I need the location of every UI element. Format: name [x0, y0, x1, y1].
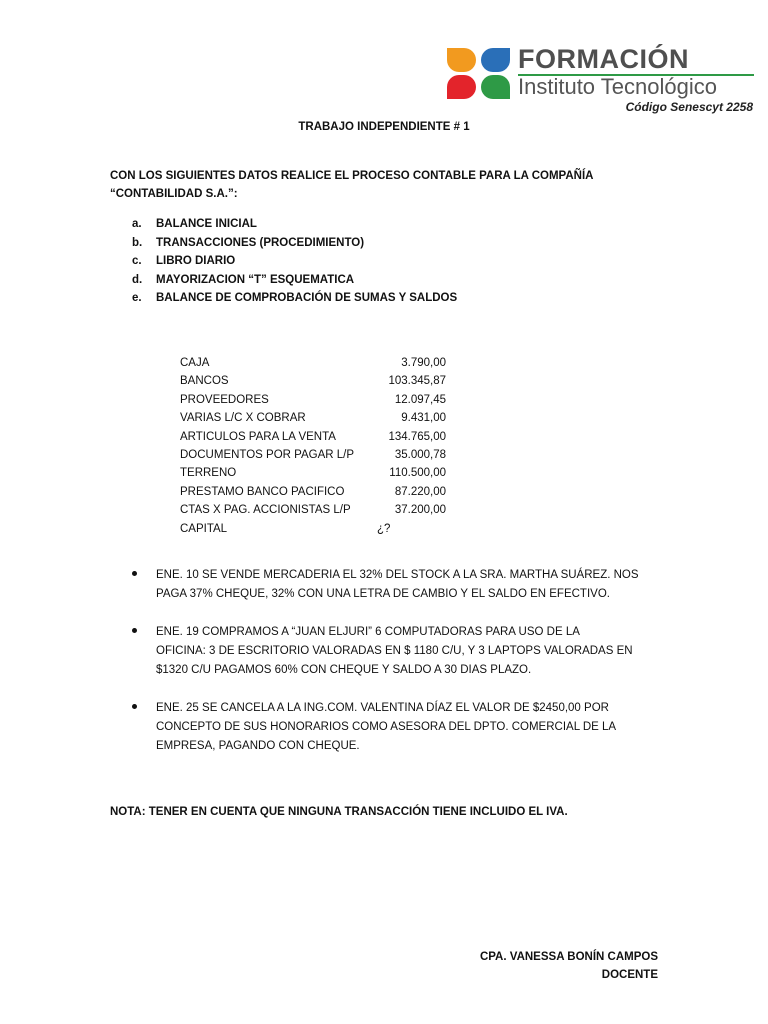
account-amount: 3.790,00	[401, 357, 446, 369]
account-name: BANCOS	[180, 375, 229, 388]
transaction-line: PAGA 37% CHEQUE, 32% CON UNA LETRA DE CAMBIO Y EL SALDO EN EFECTIVO.	[156, 588, 610, 600]
transaction-line: ENE. 19 COMPRAMOS A “JUAN ELJURI” 6 COMPUTADORAS PARA USO DE LA	[156, 626, 580, 638]
signature-block	[480, 948, 658, 984]
account-amount: 12.097,45	[394, 393, 446, 406]
transaction-line: ENE. 25 SE CANCELA A LA ING.COM. VALENTINA DÍAZ EL VALOR DE $2450,00 POR	[156, 702, 609, 714]
step-marker: b.	[132, 236, 143, 249]
transaction-line: CONCEPTO DE SUS HONORARIOS COMO ASESORA DEL DPTO. COMERCIAL DE LA	[156, 721, 617, 733]
transaction-line: OFICINA: 3 DE ESCRITORIO VALORADAS EN $ 1180 C/U, Y 3 LAPTOPS VALORADAS EN	[156, 645, 633, 657]
bullet-icon	[132, 628, 137, 633]
step-item	[132, 252, 457, 271]
steps-list	[132, 215, 457, 308]
account-amount: 134.765,00	[388, 430, 446, 443]
step-marker: c.	[132, 255, 142, 268]
step-text: BALANCE DE COMPROBACIÓN DE SUMAS Y SALDOS	[156, 292, 458, 305]
account-row	[180, 409, 448, 427]
account-row	[180, 483, 448, 501]
step-item	[132, 271, 457, 290]
account-name: TERRENO	[180, 467, 237, 480]
account-amount: 87.220,00	[394, 485, 446, 498]
account-name: ARTICULOS PARA LA VENTA	[180, 430, 336, 443]
transaction-item	[130, 623, 666, 680]
account-amount: 9.431,00	[401, 412, 446, 425]
intro-line: “CONTABILIDAD S.A.”:	[110, 188, 238, 200]
logo-blue-shape	[481, 48, 510, 72]
account-name: DOCUMENTOS POR PAGAR L/P	[180, 448, 355, 461]
step-marker: d.	[132, 273, 143, 286]
step-text: MAYORIZACION “T” ESQUEMATICA	[156, 273, 355, 286]
step-item	[132, 289, 457, 308]
signature-name: CPA. VANESSA BONÍN CAMPOS	[479, 951, 658, 963]
transaction-item	[130, 699, 666, 756]
account-name: CTAS X PAG. ACCIONISTAS L/P	[180, 504, 351, 517]
account-amount: 37.200,00	[394, 504, 446, 517]
account-name: PROVEEDORES	[180, 393, 269, 406]
step-marker: a.	[132, 218, 142, 230]
step-text: TRANSACCIONES (PROCEDIMIENTO)	[156, 236, 365, 249]
step-item	[132, 234, 457, 253]
transaction-line: EMPRESA, PAGANDO CON CHEQUE.	[156, 740, 360, 752]
note-text: NOTA: TENER EN CUENTA QUE NINGUNA TRANSACCIÓN TIENE INCLUIDO EL IVA.	[110, 806, 568, 818]
bullet-icon	[132, 571, 137, 576]
step-item	[132, 215, 457, 234]
account-row	[180, 446, 448, 464]
bullet-icon	[132, 704, 137, 709]
account-row	[180, 428, 448, 446]
step-marker: e.	[132, 292, 142, 305]
document-title: TRABAJO INDEPENDIENTE # 1	[298, 121, 470, 133]
logo-orange-shape	[447, 48, 476, 72]
account-row	[180, 464, 448, 482]
account-name: VARIAS L/C X COBRAR	[180, 412, 306, 425]
account-name: CAPITAL	[180, 522, 228, 535]
logo-subtitle: Instituto Tecnológico	[518, 74, 717, 99]
account-amount: ¿?	[377, 522, 391, 535]
logo-red-shape	[447, 75, 476, 99]
logo-green-shape	[481, 75, 510, 99]
institution-logo	[447, 46, 757, 116]
account-amount: 110.500,00	[389, 467, 446, 480]
account-amount: 103.345,87	[388, 375, 446, 388]
account-row	[180, 391, 448, 409]
account-row	[180, 372, 448, 390]
account-name: CAJA	[180, 357, 210, 369]
transactions-list	[130, 566, 666, 775]
transaction-item	[130, 566, 666, 604]
logo-title: FORMACIÓN	[518, 44, 689, 74]
signature-role: DOCENTE	[601, 969, 658, 981]
account-name: PRESTAMO BANCO PACIFICO	[180, 485, 345, 498]
account-amount: 35.000,78	[394, 448, 446, 461]
account-row	[180, 354, 448, 372]
transaction-line: ENE. 10 SE VENDE MERCADERIA EL 32% DEL STOCK A LA SRA. MARTHA SUÁREZ. NOS	[156, 569, 639, 581]
intro-paragraph	[110, 167, 650, 203]
intro-line: CON LOS SIGUIENTES DATOS REALICE EL PROCESO CONTABLE PARA LA COMPAÑÍA	[110, 170, 594, 182]
step-text: BALANCE INICIAL	[156, 218, 257, 230]
step-text: LIBRO DIARIO	[156, 255, 236, 268]
account-row	[180, 501, 448, 519]
accounts-table	[180, 354, 448, 538]
account-row	[180, 520, 448, 538]
logo-mark-icon	[447, 48, 511, 100]
logo-code: Código Senescyt 2258	[625, 100, 753, 114]
transaction-line: $1320 C/U PAGAMOS 60% CON CHEQUE Y SALDO A 30 DIAS PLAZO.	[156, 664, 532, 676]
